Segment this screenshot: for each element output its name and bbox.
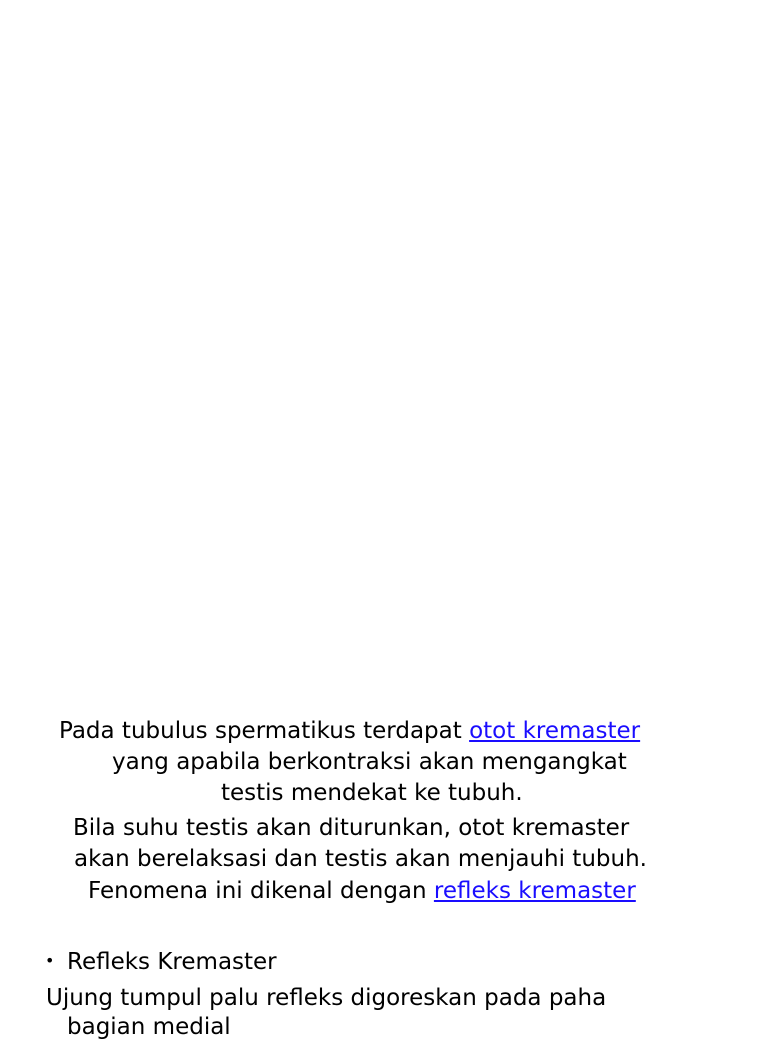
paragraph1-line2: yang apabila berkontraksi akan mengangkat: [112, 749, 627, 775]
paragraph1-line3: testis mendekat ke tubuh.: [221, 780, 523, 806]
bullet-label: Refleks Kremaster: [67, 949, 277, 975]
paragraph1-line1: [59, 716, 640, 746]
paragraph2-line3-text: Fenomena ini dikenal dengan: [88, 878, 434, 904]
bullet-marker: •: [45, 951, 55, 970]
body-text-line2: bagian medial: [67, 1014, 231, 1040]
paragraph2-line3: [88, 876, 636, 906]
paragraph2-line1: Bila suhu testis akan diturunkan, otot kremaster: [73, 815, 630, 841]
paragraph2-line2: akan berelaksasi dan testis akan menjauhi tubuh.: [74, 846, 647, 872]
paragraph1-line1-text: Pada tubulus spermatikus terdapat: [59, 718, 470, 744]
body-text-line1: Ujung tumpul palu refleks digoreskan pada paha: [46, 985, 607, 1011]
otot-kremaster-link[interactable]: otot kremaster: [469, 718, 641, 744]
refleks-kremaster-link[interactable]: refleks kremaster: [433, 878, 636, 904]
